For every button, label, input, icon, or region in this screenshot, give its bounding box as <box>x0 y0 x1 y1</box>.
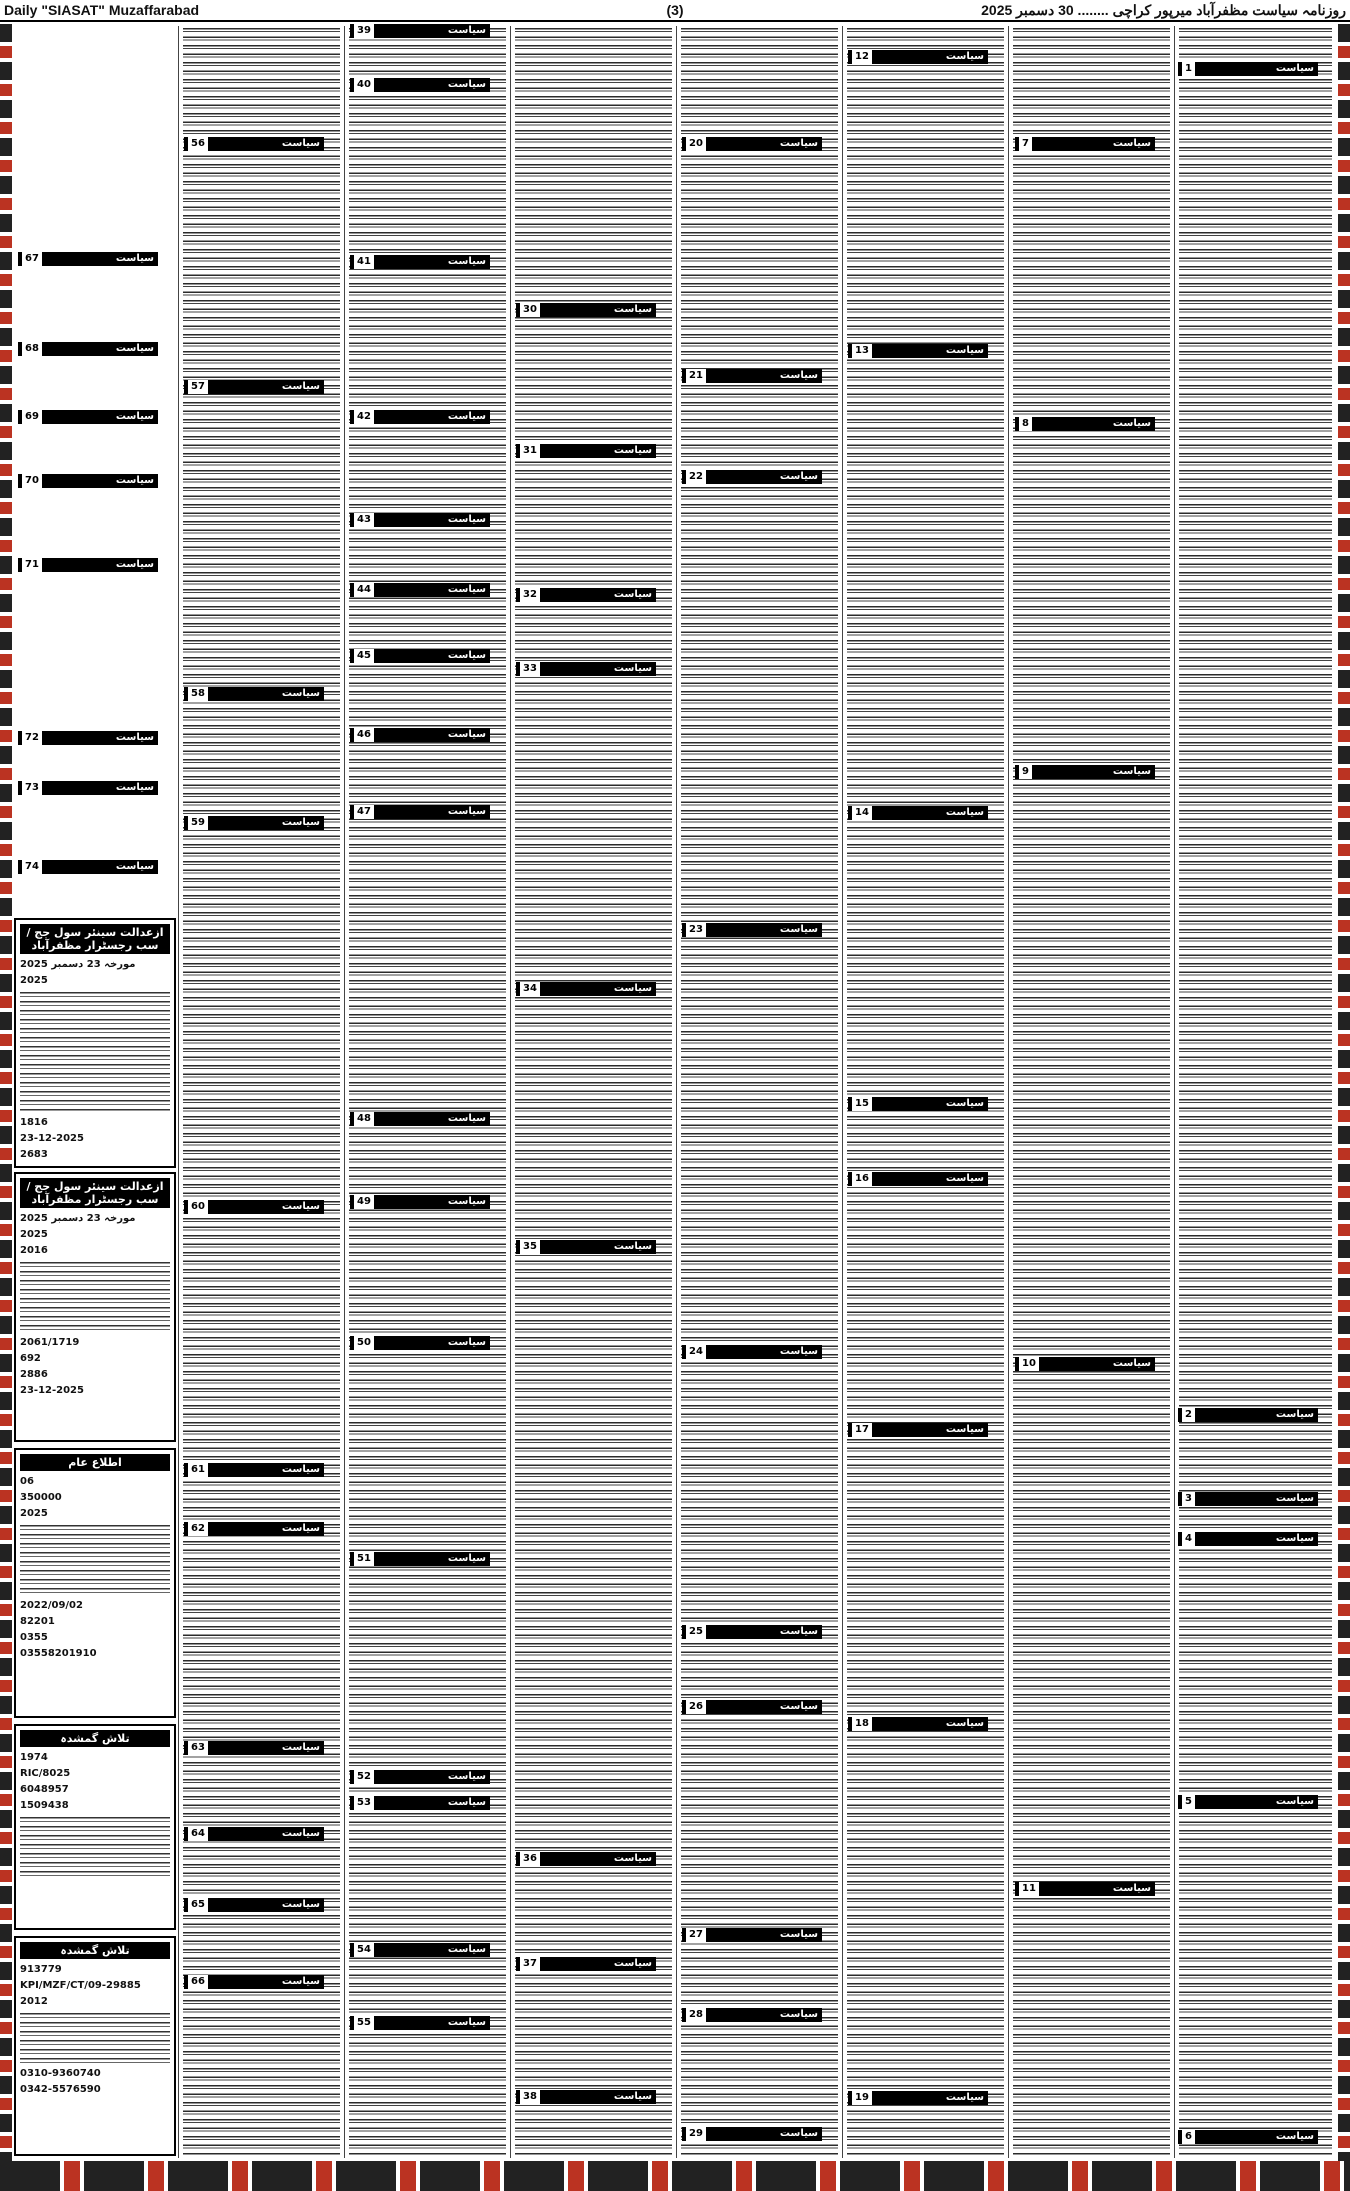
ad-label: سیاست 74 <box>18 860 158 874</box>
ad-label: سیاست 52 <box>350 1770 490 1784</box>
column-4 <box>676 26 842 2158</box>
ad-label: سیاست 11 <box>1015 1882 1155 1896</box>
column-2 <box>1008 26 1174 2158</box>
ad-label: سیاست 9 <box>1015 765 1155 779</box>
ad-label: سیاست 40 <box>350 78 490 92</box>
ad-label: سیاست 70 <box>18 474 158 488</box>
public-notice-title: اطلاع عام <box>20 1454 170 1471</box>
ad-label: سیاست 38 <box>516 2090 656 2104</box>
ad-label: سیاست 72 <box>18 731 158 745</box>
ad-label: سیاست 34 <box>516 982 656 996</box>
ad-label: سیاست 39 <box>350 24 490 38</box>
ad-label: سیاست 22 <box>682 470 822 484</box>
ad-label: سیاست 61 <box>184 1463 324 1477</box>
ad-label: سیاست 27 <box>682 1928 822 1942</box>
paper-name-urdu: روزنامہ سیاست مظفرآباد میرپور کراچی ........ 30 دسمبر 2025 <box>981 1 1346 18</box>
ad-label: سیاست 12 <box>848 50 988 64</box>
ad-label: سیاست 45 <box>350 649 490 663</box>
ad-label: سیاست 53 <box>350 1796 490 1810</box>
ad-label: سیاست 50 <box>350 1336 490 1350</box>
ad-label: سیاست 58 <box>184 687 324 701</box>
court-notice-1-title: ازعدالت سینئر سول جج / سب رجسٹرار مظفرآباد <box>20 924 170 954</box>
lost-notice-1-title: تلاش گمشدہ <box>20 1730 170 1747</box>
ad-label: سیاست 66 <box>184 1975 324 1989</box>
ad-label: سیاست 62 <box>184 1522 324 1536</box>
decorative-border-left <box>0 24 12 2161</box>
ad-label: سیاست 37 <box>516 1957 656 1971</box>
ad-label: سیاست 60 <box>184 1200 324 1214</box>
ad-label: سیاست 3 <box>1178 1492 1318 1506</box>
ad-label: سیاست 1 <box>1178 62 1318 76</box>
lost-notice-2-title: تلاش گمشدہ <box>20 1942 170 1959</box>
ad-label: سیاست 49 <box>350 1195 490 1209</box>
public-notice: اطلاع عام 06 350000 2025 2022/09/02 82201 0355 03558201910 <box>14 1448 176 1718</box>
ad-label: سیاست 31 <box>516 444 656 458</box>
ad-label: سیاست 65 <box>184 1898 324 1912</box>
lost-notice-2: تلاش گمشدہ 913779 KPI/MZF/CT/09-29885 2012 0310-9360740 0342-5576590 <box>14 1936 176 2156</box>
ad-label: سیاست 30 <box>516 303 656 317</box>
paper-name-english: Daily "SIASAT" Muzaffarabad <box>4 2 200 18</box>
court-notice-1: ازعدالت سینئر سول جج / سب رجسٹرار مظفرآباد مورخہ 23 دسمبر 2025 2025 1816 23-12-2025 2683 <box>14 918 176 1168</box>
ad-label: سیاست 19 <box>848 2091 988 2105</box>
ad-label: سیاست 29 <box>682 2127 822 2141</box>
ad-label: سیاست 4 <box>1178 1532 1318 1546</box>
ad-label: سیاست 56 <box>184 137 324 151</box>
ad-label: سیاست 55 <box>350 2016 490 2030</box>
ad-label: سیاست 43 <box>350 513 490 527</box>
ad-label: سیاست 42 <box>350 410 490 424</box>
ad-label: سیاست 71 <box>18 558 158 572</box>
ad-label: سیاست 28 <box>682 2008 822 2022</box>
ad-label: سیاست 16 <box>848 1172 988 1186</box>
ad-label: سیاست 10 <box>1015 1357 1155 1371</box>
court-notice-2: ازعدالت سینئر سول جج / سب رجسٹرار مظفرآباد مورخہ 23 دسمبر 2025 2025 2016 2061/1719 692 2886 23-12-2025 <box>14 1172 176 1442</box>
ad-label: سیاست 26 <box>682 1700 822 1714</box>
column-1 <box>1174 26 1336 2158</box>
page-header <box>0 0 1350 22</box>
ad-label: سیاست 57 <box>184 380 324 394</box>
ad-label: سیاست 35 <box>516 1240 656 1254</box>
ad-label: سیاست 47 <box>350 805 490 819</box>
lost-notice-1: تلاش گمشدہ 1974 RIC/8025 6048957 1509438 <box>14 1724 176 1930</box>
ad-label: سیاست 17 <box>848 1423 988 1437</box>
ad-label: سیاست 13 <box>848 344 988 358</box>
ad-label: سیاست 8 <box>1015 417 1155 431</box>
ad-label: سیاست 32 <box>516 588 656 602</box>
column-6 <box>344 26 510 2158</box>
ad-label: سیاست 73 <box>18 781 158 795</box>
ad-label: سیاست 67 <box>18 252 158 266</box>
ad-label: سیاست 63 <box>184 1741 324 1755</box>
ad-label: سیاست 5 <box>1178 1795 1318 1809</box>
ad-label: سیاست 25 <box>682 1625 822 1639</box>
ad-label: سیاست 46 <box>350 728 490 742</box>
ad-label: سیاست 23 <box>682 923 822 937</box>
decorative-border-right <box>1338 24 1350 2161</box>
ad-label: سیاست 36 <box>516 1852 656 1866</box>
ad-label: سیاست 14 <box>848 806 988 820</box>
page-number: (3) <box>666 2 684 18</box>
ad-label: سیاست 33 <box>516 662 656 676</box>
ad-label: سیاست 18 <box>848 1717 988 1731</box>
ad-label: سیاست 24 <box>682 1345 822 1359</box>
ad-label: سیاست 20 <box>682 137 822 151</box>
ad-label: سیاست 59 <box>184 816 324 830</box>
ad-label: سیاست 68 <box>18 342 158 356</box>
ad-label: سیاست 64 <box>184 1827 324 1841</box>
column-5 <box>510 26 676 2158</box>
ad-label: سیاست 41 <box>350 255 490 269</box>
ad-label: سیاست 6 <box>1178 2130 1318 2144</box>
ad-label: سیاست 21 <box>682 369 822 383</box>
ad-label: سیاست 2 <box>1178 1408 1318 1422</box>
ad-label: سیاست 51 <box>350 1552 490 1566</box>
ad-label: سیاست 15 <box>848 1097 988 1111</box>
ad-label: سیاست 69 <box>18 410 158 424</box>
ad-label: سیاست 44 <box>350 583 490 597</box>
ad-label: سیاست 54 <box>350 1943 490 1957</box>
court-notice-2-title: ازعدالت سینئر سول جج / سب رجسٹرار مظفرآباد <box>20 1178 170 1208</box>
decorative-border-bottom <box>0 2161 1350 2191</box>
ad-label: سیاست 7 <box>1015 137 1155 151</box>
ad-label: سیاست 48 <box>350 1112 490 1126</box>
